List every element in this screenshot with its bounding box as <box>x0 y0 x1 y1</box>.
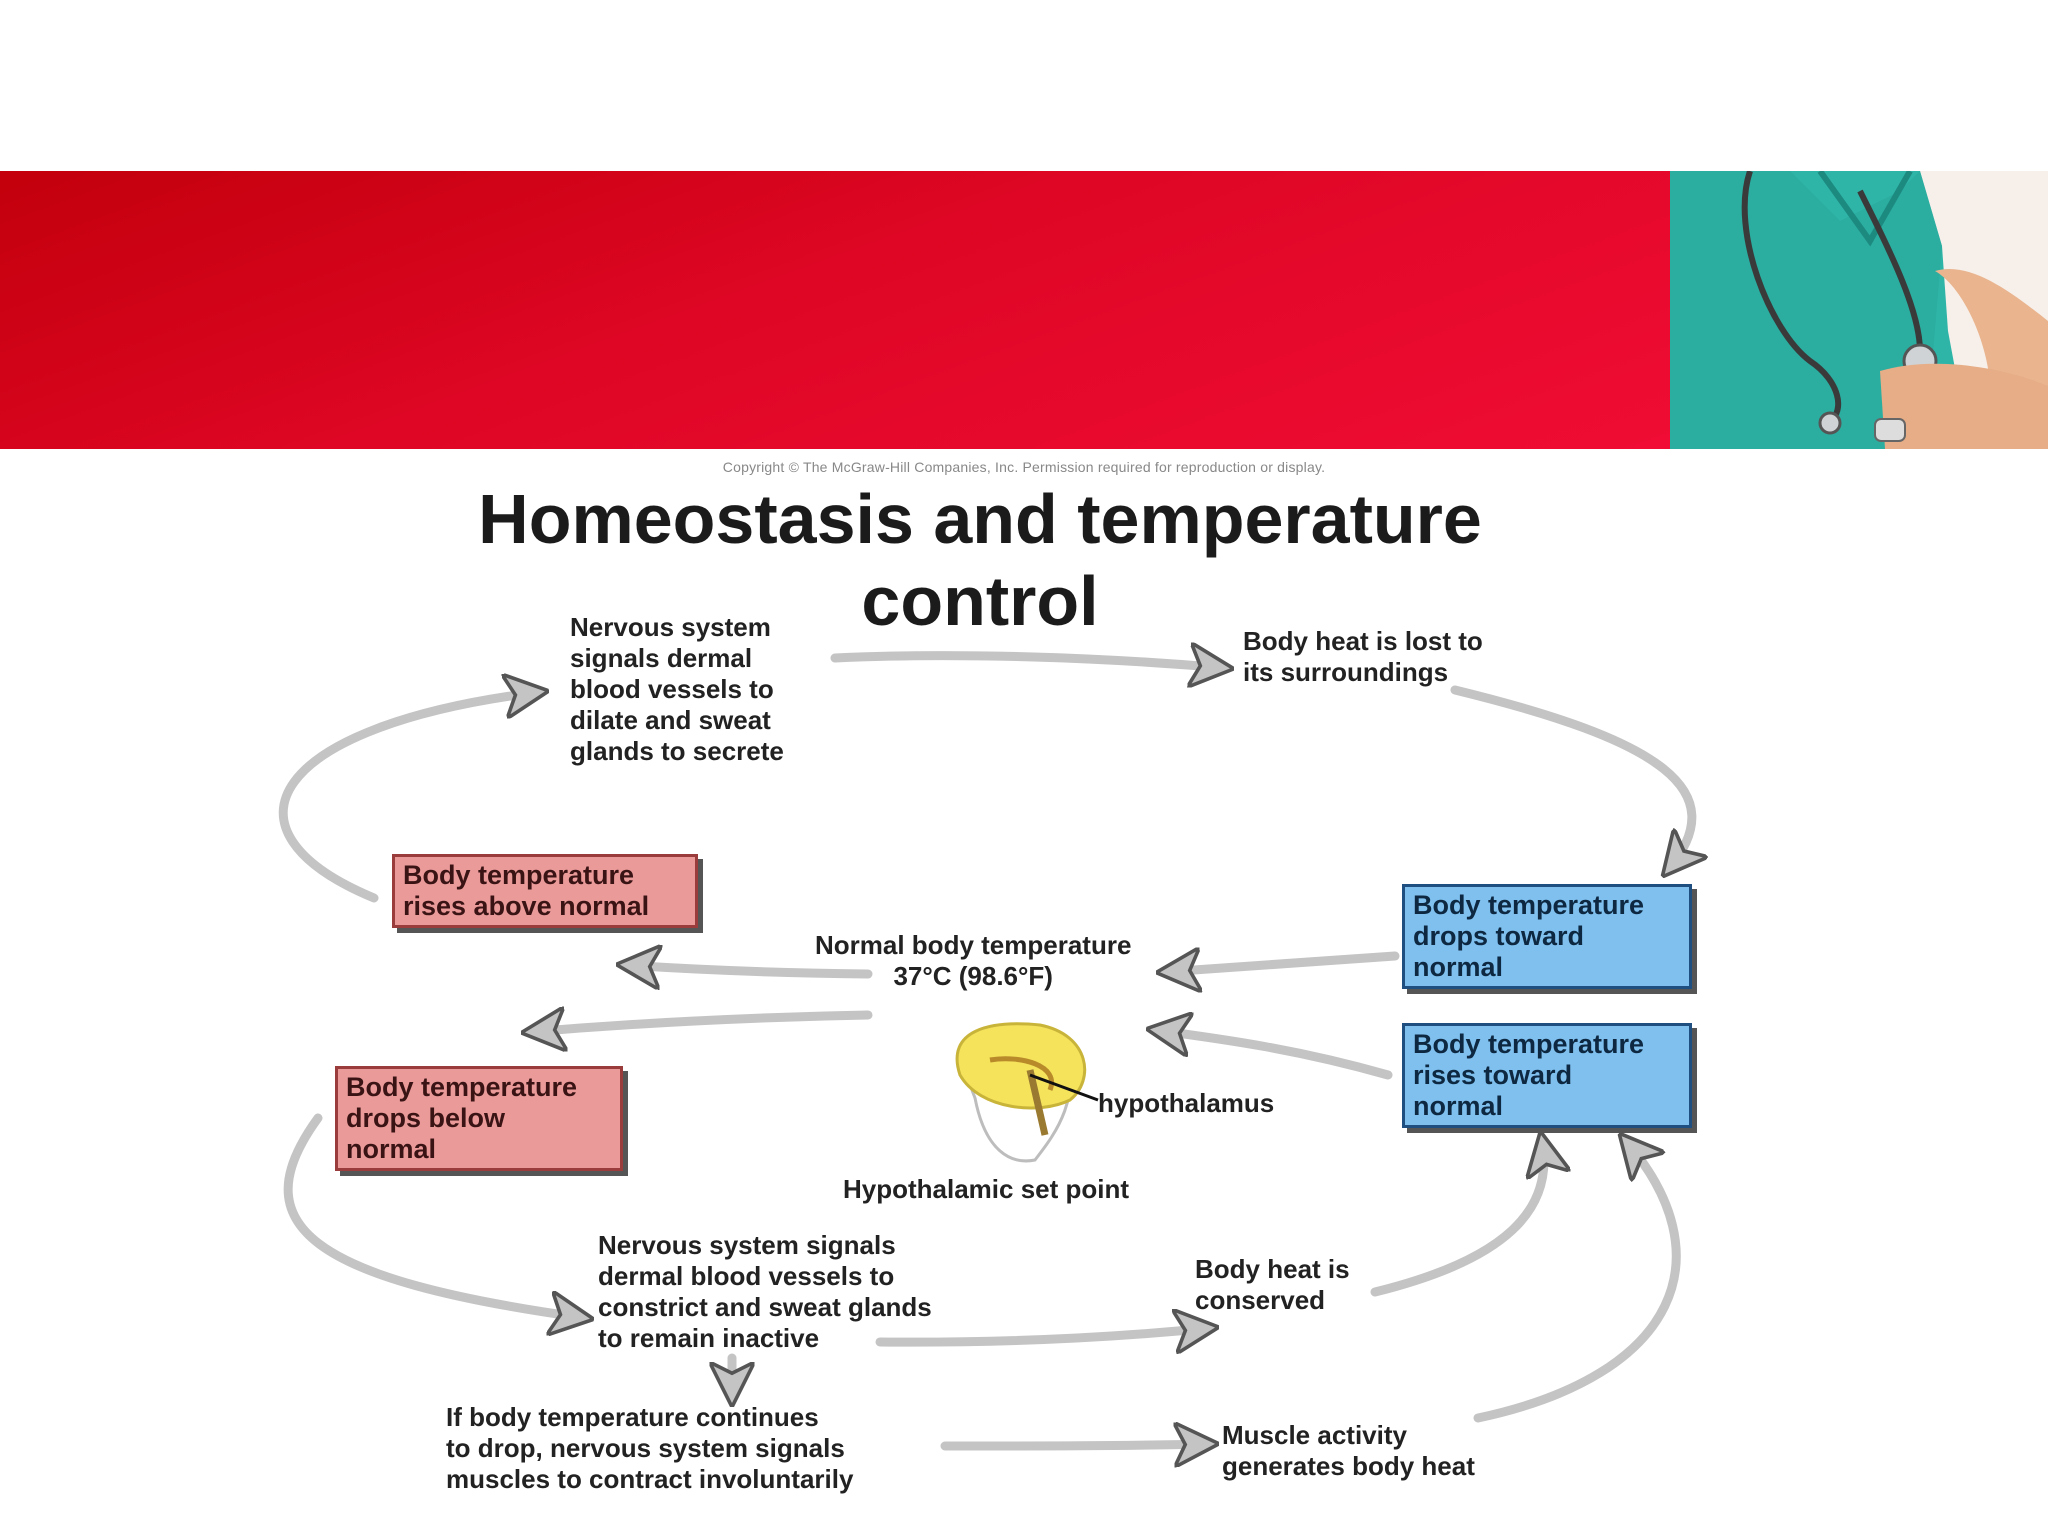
label-nervous-constrict: Nervous system signals dermal blood vessels to constrict and sweat glands to remain inactive <box>598 1230 932 1353</box>
arrow-continues-to-muscle <box>945 1444 1210 1446</box>
label-nervous-dilate: Nervous system signals dermal blood vessels to dilate and sweat glands to secrete <box>570 612 784 766</box>
arrow-conserved-to-rises-toward <box>1375 1140 1544 1292</box>
label-hypothalamus: hypothalamus <box>1098 1088 1275 1118</box>
arrow-to-drops-toward <box>1455 690 1692 870</box>
arrow-center-to-drops-below <box>530 1015 868 1032</box>
brain-hypothalamus-icon <box>957 1024 1098 1161</box>
label-heat-conserved: Body heat is conserved <box>1195 1254 1350 1315</box>
page-title: Homeostasis and temperature control <box>478 480 1482 640</box>
label-hypothalamic-set-point: Hypothalamic set point <box>843 1174 1130 1204</box>
arrow-drops-to-normal <box>1165 956 1395 972</box>
label-heat-lost: Body heat is lost to its surroundings <box>1243 626 1483 687</box>
box-rises-toward-normal: Body temperature rises toward normal <box>1402 1023 1692 1128</box>
box-drops-toward-normal: Body temperature drops toward normal <box>1402 884 1692 989</box>
arrow-muscle-to-rises-toward <box>1478 1140 1676 1418</box>
box-drops-below-normal: Body temperature drops below normal <box>335 1066 623 1171</box>
copyright-notice: Copyright © The McGraw-Hill Companies, Inc. Permission required for reproduction or display. <box>722 459 1326 475</box>
label-muscle-activity: Muscle activity generates body heat <box>1222 1420 1475 1481</box>
label-normal-temperature: Normal body temperature 37°C (98.6°F) <box>815 930 1132 991</box>
label-continues-drop: If body temperature continues to drop, nervous system signals muscles to contract involuntarily <box>446 1402 854 1494</box>
arrow-rises-toward-to-center <box>1155 1030 1388 1075</box>
box-rises-above-normal: Body temperature rises above normal <box>392 854 698 928</box>
arrow-to-heat-lost <box>835 656 1225 668</box>
